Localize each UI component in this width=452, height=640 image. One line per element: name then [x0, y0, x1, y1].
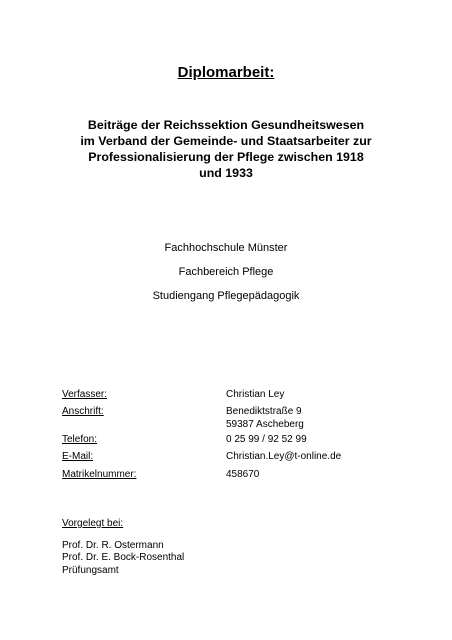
- address-city: 59387 Ascheberg: [226, 418, 304, 430]
- info-label: Anschrift:: [62, 406, 104, 417]
- presented-label: Vorgelegt bei:: [62, 518, 124, 529]
- examiner-name: Prof. Dr. E. Bock-Rosenthal: [62, 552, 185, 563]
- subtitle-line: im Verband der Gemeinde- und Staatsarbeiter zur: [80, 134, 372, 148]
- presented-to-section: [62, 518, 184, 577]
- info-value: [226, 406, 304, 431]
- subtitle-line: Beiträge der Reichssektion Gesundheitswesen: [87, 118, 365, 132]
- document-title: Diplomarbeit:: [177, 64, 275, 81]
- info-label: Telefon:: [62, 434, 98, 445]
- subtitle-line: Professionalisierung der Pflege zwischen 1918: [88, 150, 364, 164]
- info-value: 458670: [226, 469, 260, 480]
- info-value: Christian Ley: [226, 389, 285, 400]
- institution-program: Studiengang Pflegepädagogik: [152, 290, 300, 302]
- examiner-name: Prof. Dr. R. Ostermann: [62, 539, 164, 551]
- info-label: Matrikelnummer:: [62, 469, 137, 480]
- thesis-subtitle: [40, 117, 412, 181]
- info-label: E-Mail:: [62, 451, 94, 462]
- info-value: Christian.Ley@t-online.de: [226, 451, 342, 462]
- institution-department: Fachbereich Pflege: [178, 266, 274, 278]
- info-label: Verfasser:: [62, 389, 108, 400]
- institution-school: Fachhochschule Münster: [164, 242, 288, 254]
- examiner-name: Prüfungsamt: [62, 564, 119, 576]
- info-value: 0 25 99 / 92 52 99: [226, 434, 307, 445]
- subtitle-line: und 1933: [199, 166, 253, 180]
- address-street: Benediktstraße 9: [226, 406, 302, 417]
